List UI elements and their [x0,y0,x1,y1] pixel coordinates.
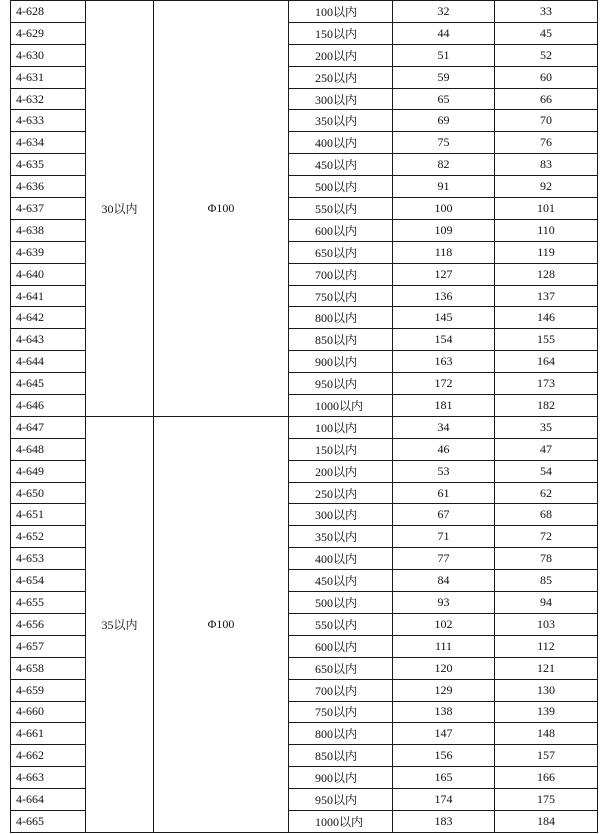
distance-cell: 850以内 [289,745,393,767]
distance-cell: 400以内 [289,132,393,154]
value-cell-1: 147 [393,723,495,745]
distance-cell: 750以内 [289,701,393,723]
quota-code-cell: 4-641 [11,285,86,307]
diameter-cell: Φ100 [154,416,289,832]
value-cell-1: 165 [393,767,495,789]
distance-cell: 650以内 [289,241,393,263]
value-cell-2: 94 [495,592,598,614]
value-cell-1: 51 [393,44,495,66]
distance-cell: 150以内 [289,438,393,460]
quota-code-cell: 4-664 [11,789,86,811]
quota-code-cell: 4-658 [11,657,86,679]
value-cell-1: 53 [393,460,495,482]
distance-cell: 850以内 [289,329,393,351]
quota-code-cell: 4-665 [11,810,86,832]
value-cell-2: 139 [495,701,598,723]
distance-cell: 400以内 [289,548,393,570]
quota-code-cell: 4-629 [11,22,86,44]
value-cell-2: 92 [495,176,598,198]
value-cell-1: 84 [393,570,495,592]
distance-cell: 550以内 [289,198,393,220]
quota-code-cell: 4-660 [11,701,86,723]
value-cell-1: 174 [393,789,495,811]
value-cell-2: 103 [495,613,598,635]
value-cell-2: 110 [495,219,598,241]
quota-code-cell: 4-650 [11,482,86,504]
distance-cell: 450以内 [289,570,393,592]
quota-code-cell: 4-632 [11,88,86,110]
quota-code-cell: 4-639 [11,241,86,263]
quota-code-cell: 4-644 [11,351,86,373]
value-cell-2: 68 [495,504,598,526]
distance-cell: 150以内 [289,22,393,44]
value-cell-2: 70 [495,110,598,132]
value-cell-2: 76 [495,132,598,154]
quota-code-cell: 4-654 [11,570,86,592]
quota-code-cell: 4-643 [11,329,86,351]
value-cell-1: 183 [393,810,495,832]
value-cell-1: 44 [393,22,495,44]
distance-cell: 750以内 [289,285,393,307]
table-body [11,1,598,833]
distance-cell: 550以内 [289,613,393,635]
quota-code-cell: 4-649 [11,460,86,482]
quota-code-cell: 4-647 [11,416,86,438]
quota-code-cell: 4-633 [11,110,86,132]
distance-cell: 300以内 [289,504,393,526]
distance-cell: 200以内 [289,460,393,482]
distance-cell: 950以内 [289,789,393,811]
depth-cell: 35以内 [86,416,154,832]
distance-cell: 250以内 [289,66,393,88]
quota-code-cell: 4-642 [11,307,86,329]
distance-cell: 500以内 [289,176,393,198]
distance-cell: 800以内 [289,307,393,329]
value-cell-2: 119 [495,241,598,263]
quota-code-cell: 4-652 [11,526,86,548]
value-cell-1: 32 [393,1,495,23]
distance-cell: 950以内 [289,373,393,395]
quota-code-cell: 4-637 [11,198,86,220]
value-cell-2: 45 [495,22,598,44]
quota-code-cell: 4-657 [11,635,86,657]
value-cell-2: 148 [495,723,598,745]
value-cell-2: 128 [495,263,598,285]
distance-cell: 450以内 [289,154,393,176]
value-cell-1: 136 [393,285,495,307]
value-cell-2: 52 [495,44,598,66]
value-cell-2: 101 [495,198,598,220]
quota-code-cell: 4-630 [11,44,86,66]
value-cell-1: 181 [393,395,495,417]
value-cell-1: 69 [393,110,495,132]
distance-cell: 100以内 [289,1,393,23]
value-cell-2: 121 [495,657,598,679]
diameter-cell: Φ100 [154,1,289,417]
quota-code-cell: 4-663 [11,767,86,789]
value-cell-2: 85 [495,570,598,592]
value-cell-2: 78 [495,548,598,570]
quota-code-cell: 4-648 [11,438,86,460]
value-cell-2: 157 [495,745,598,767]
quota-code-cell: 4-653 [11,548,86,570]
value-cell-2: 166 [495,767,598,789]
value-cell-2: 112 [495,635,598,657]
distance-cell: 800以内 [289,723,393,745]
distance-cell: 700以内 [289,679,393,701]
value-cell-2: 184 [495,810,598,832]
distance-cell: 1000以内 [289,395,393,417]
distance-cell: 900以内 [289,767,393,789]
value-cell-2: 72 [495,526,598,548]
value-cell-1: 111 [393,635,495,657]
quota-code-cell: 4-636 [11,176,86,198]
value-cell-1: 129 [393,679,495,701]
quota-code-cell: 4-646 [11,395,86,417]
value-cell-1: 156 [393,745,495,767]
value-cell-1: 120 [393,657,495,679]
quota-code-cell: 4-656 [11,613,86,635]
value-cell-2: 146 [495,307,598,329]
value-cell-1: 67 [393,504,495,526]
distance-cell: 500以内 [289,592,393,614]
quota-code-cell: 4-651 [11,504,86,526]
value-cell-1: 145 [393,307,495,329]
quota-code-cell: 4-631 [11,66,86,88]
quota-code-cell: 4-635 [11,154,86,176]
value-cell-1: 59 [393,66,495,88]
quota-code-cell: 4-662 [11,745,86,767]
value-cell-2: 130 [495,679,598,701]
distance-cell: 350以内 [289,110,393,132]
table-row [11,1,598,23]
value-cell-1: 102 [393,613,495,635]
quota-code-cell: 4-645 [11,373,86,395]
distance-cell: 200以内 [289,44,393,66]
quota-code-cell: 4-628 [11,1,86,23]
value-cell-2: 47 [495,438,598,460]
quota-code-cell: 4-638 [11,219,86,241]
value-cell-1: 65 [393,88,495,110]
value-cell-1: 100 [393,198,495,220]
distance-cell: 600以内 [289,635,393,657]
value-cell-1: 172 [393,373,495,395]
value-cell-2: 164 [495,351,598,373]
quota-table [10,0,598,833]
distance-cell: 350以内 [289,526,393,548]
value-cell-2: 35 [495,416,598,438]
value-cell-1: 34 [393,416,495,438]
value-cell-1: 91 [393,176,495,198]
value-cell-1: 154 [393,329,495,351]
distance-cell: 300以内 [289,88,393,110]
distance-cell: 250以内 [289,482,393,504]
value-cell-2: 137 [495,285,598,307]
value-cell-2: 182 [495,395,598,417]
value-cell-2: 33 [495,1,598,23]
value-cell-2: 66 [495,88,598,110]
value-cell-1: 127 [393,263,495,285]
distance-cell: 650以内 [289,657,393,679]
value-cell-1: 61 [393,482,495,504]
value-cell-2: 173 [495,373,598,395]
value-cell-1: 138 [393,701,495,723]
distance-cell: 700以内 [289,263,393,285]
distance-cell: 600以内 [289,219,393,241]
value-cell-1: 109 [393,219,495,241]
value-cell-2: 54 [495,460,598,482]
distance-cell: 900以内 [289,351,393,373]
value-cell-1: 46 [393,438,495,460]
value-cell-1: 163 [393,351,495,373]
value-cell-1: 75 [393,132,495,154]
table-row [11,416,598,438]
value-cell-1: 93 [393,592,495,614]
value-cell-1: 71 [393,526,495,548]
value-cell-1: 82 [393,154,495,176]
value-cell-2: 175 [495,789,598,811]
value-cell-2: 155 [495,329,598,351]
value-cell-1: 118 [393,241,495,263]
quota-code-cell: 4-634 [11,132,86,154]
value-cell-1: 77 [393,548,495,570]
distance-cell: 100以内 [289,416,393,438]
distance-cell: 1000以内 [289,810,393,832]
quota-code-cell: 4-659 [11,679,86,701]
value-cell-2: 62 [495,482,598,504]
quota-code-cell: 4-640 [11,263,86,285]
value-cell-2: 83 [495,154,598,176]
quota-code-cell: 4-661 [11,723,86,745]
quota-code-cell: 4-655 [11,592,86,614]
depth-cell: 30以内 [86,1,154,417]
value-cell-2: 60 [495,66,598,88]
